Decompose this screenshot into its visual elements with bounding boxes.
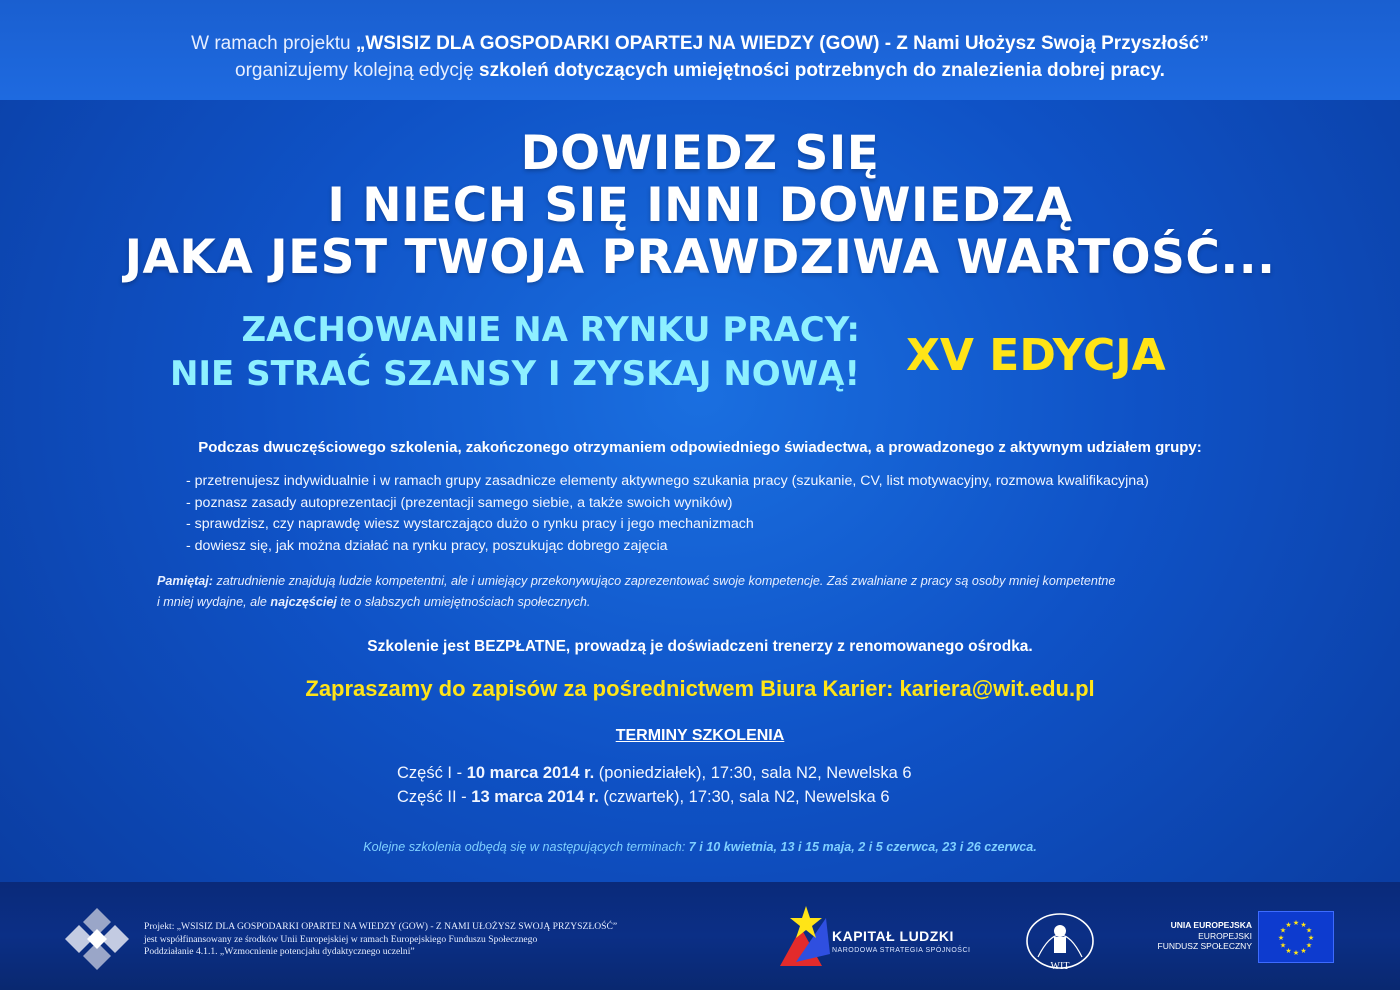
eu-flag-icon (1258, 911, 1334, 963)
subtitle-line-2: NIE STRAĆ SZANSY I ZYSKAJ NOWĄ! (169, 354, 860, 394)
list-item: - przetrenujesz indywidualnie i w ramach grupy zasadnicze elementy aktywnego szukania pracy (szukanie, CV, list motywacyjny, rozmowa kwalifikacyjna) (186, 473, 1149, 489)
eu-star-icon: ★ (1305, 927, 1313, 935)
eu-star-icon: ★ (1300, 948, 1307, 955)
subtitle-line-1: ZACHOWANIE NA RYNKU PRACY: (241, 310, 860, 350)
eu-star-icon: ★ (1277, 935, 1285, 942)
project-logo-icon (56, 906, 138, 972)
description: Podczas dwuczęściowego szkolenia, zakończonego otrzymaniem odpowiedniego świadectwa, a prowadzonego z aktywnym udziałem grupy: (198, 439, 1202, 456)
eu-star-icon: ★ (1279, 942, 1287, 950)
eu-star-icon: ★ (1292, 920, 1300, 927)
benefits-list (186, 471, 1149, 557)
edition-label: XV EDYCJA (906, 330, 1166, 381)
eu-star-icon: ★ (1305, 942, 1313, 950)
headline-line-2: I NIECH SIĘ INNI DOWIEDZĄ (327, 178, 1073, 233)
eu-star-icon: ★ (1285, 948, 1292, 955)
free-info: Szkolenie jest BEZPŁATNE, prowadzą je doświadczeni trenerzy z renomowanego ośrodka. (367, 638, 1033, 655)
kapital-ludzki-title: KAPITAŁ LUDZKI (832, 928, 954, 944)
eu-text: UNIA EUROPEJSKA EUROPEJSKI FUNDUSZ SPOŁECZNY (1157, 920, 1252, 951)
headline-line-3: JAKA JEST TWOJA PRAWDZIWA WARTOŚĆ... (124, 230, 1276, 285)
footer-project-text: Projekt: „WSISIZ DLA GOSPODARKI OPARTEJ NA WIEDZY (GOW) - Z NAMI UŁOŻYSZ SWOJĄ PRZYSZŁOŚĆ” jest współfinansowany ze środków Unii Europejskiej w ramach Europejskiego Funduszu Społecznego Poddziałanie 4.1.1. „Wzmocnienie potencjału dydaktycznego uczelni” (144, 921, 618, 958)
reminder-note: Pamiętaj: zatrudnienie znajdują ludzie kompetentni, ale i umiejący przekonywująco zaprezentować swoje kompetencje. Zaś zwalniane z pracy są osoby mniej kompetentne i mniej wydajne, ale najczęściej te o słabszych umiejętnościach społecznych. (157, 574, 1116, 609)
term-part-2: Część II - 13 marca 2014 r. (czwartek), 17:30, sala N2, Newelska 6 (397, 788, 890, 806)
eu-star-icon: ★ (1292, 950, 1300, 957)
intro-line-2: organizujemy kolejną edycję szkoleń dotyczących umiejętności potrzebnych do znalezienia dobrej pracy. (235, 60, 1165, 81)
intro-line-1: W ramach projektu „WSISIZ DLA GOSPODARKI OPARTEJ NA WIEDZY (GOW) - Z Nami Ułożysz Swoją Przyszłość” (191, 33, 1209, 54)
subtitle (0, 308, 860, 396)
eu-star-icon: ★ (1307, 935, 1315, 942)
headline (0, 128, 1400, 284)
next-dates: Kolejne szkolenia odbędą się w następujących terminach: 7 i 10 kwietnia, 13 i 15 maja, 2 i 5 czerwca, 23 i 26 czerwca. (363, 840, 1037, 854)
term-part-1: Część I - 10 marca 2014 r. (poniedziałek), 17:30, sala N2, Newelska 6 (397, 764, 912, 782)
headline-line-1: DOWIEDZ SIĘ (520, 126, 880, 181)
svg-text:WIT: WIT (1050, 961, 1070, 972)
eu-star-icon: ★ (1285, 922, 1292, 929)
list-item: - sprawdzisz, czy naprawdę wiesz wystarczająco dużo o rynku pracy i jego mechanizmach (186, 516, 754, 532)
list-item: - dowiesz się, jak można działać na rynku pracy, poszukując dobrego zajęcia (186, 537, 668, 554)
eu-star-icon: ★ (1279, 927, 1287, 935)
kapital-ludzki-subtitle: NARODOWA STRATEGIA SPÓJNOŚCI (832, 947, 971, 954)
invitation: Zapraszamy do zapisów za pośrednictwem Biura Karier: kariera@wit.edu.pl (305, 676, 1095, 701)
terms-title: TERMINY SZKOLENIA (615, 727, 785, 744)
note-label: Pamiętaj: (157, 574, 213, 588)
eu-star-icon: ★ (1300, 922, 1307, 929)
list-item: - poznasz zasady autoprezentacji (prezentacji samego siebie, a także swoich wyników) (186, 494, 733, 511)
wit-logo-icon (1020, 905, 1100, 975)
